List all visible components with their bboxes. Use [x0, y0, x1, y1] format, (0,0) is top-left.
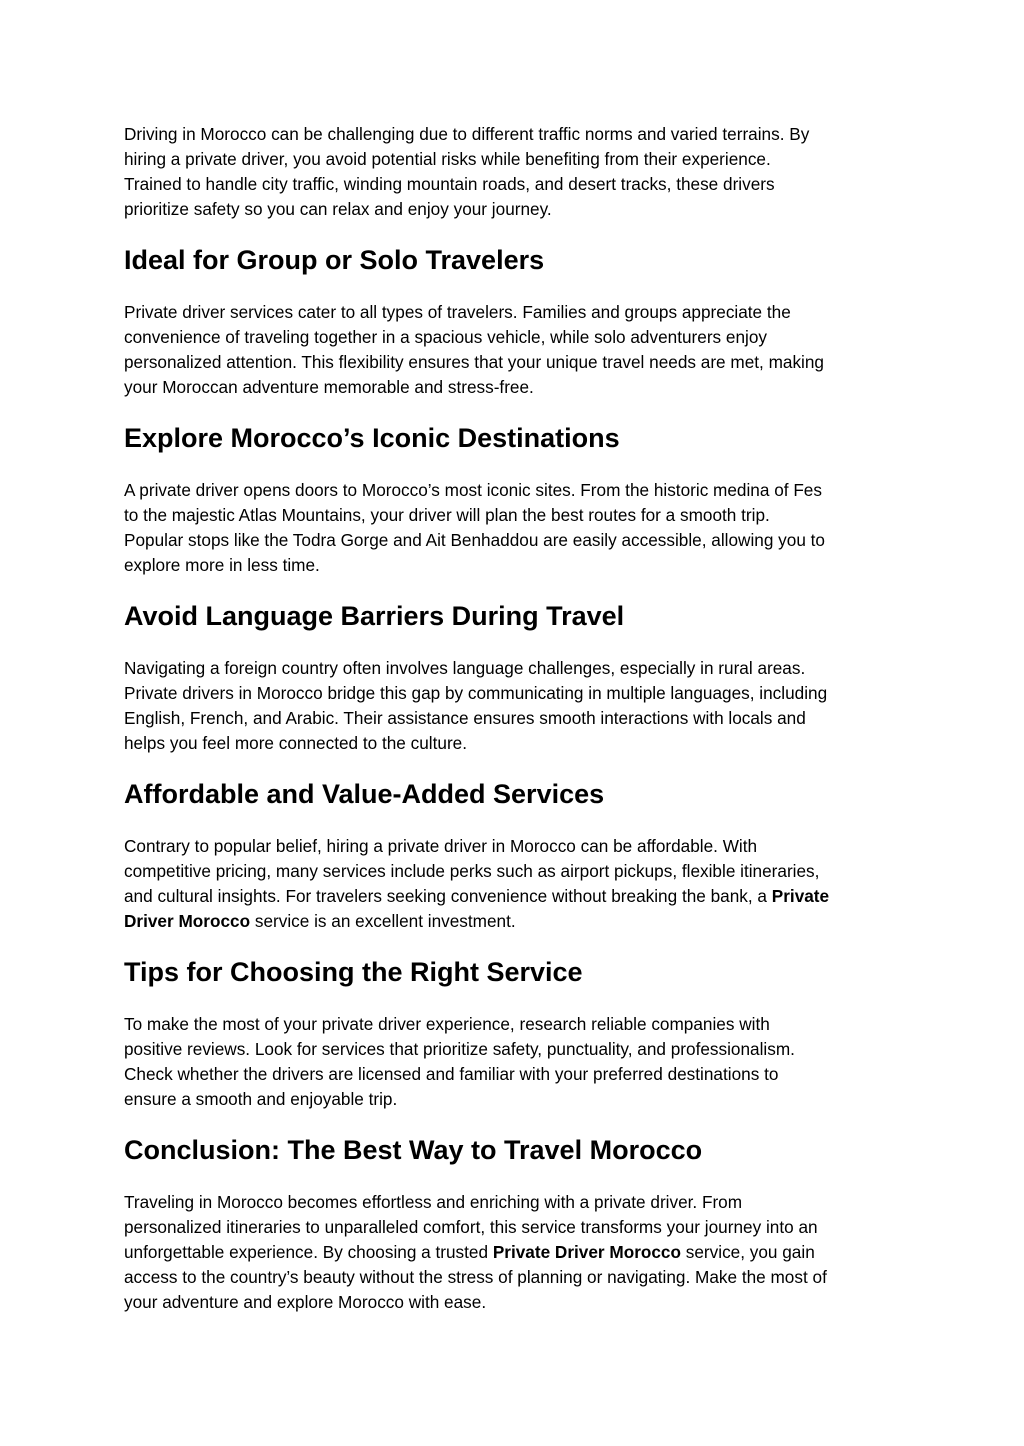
private-driver-morocco-bold-1: Private Driver Morocco — [124, 886, 830, 931]
section-body-tips: To make the most of your private driver experience, research reliable companies with positive reviews. Look for services that prioritize safety, punctuality, and professionalism. Check whether the drivers are licensed and familiar with your preferred destinations to ensure a smooth and enjoyable trip. — [124, 1014, 795, 1109]
section-body-conclusion — [124, 1190, 914, 1315]
section-heading-conclusion: Conclusion: The Best Way to Travel Morocco — [124, 1135, 703, 1165]
section-heading-tips: Tips for Choosing the Right Service — [124, 957, 583, 987]
section-body-affordable-text-2: service is an excellent investment. — [250, 911, 516, 931]
section-body-conclusion-text-2: service, you gain access to the country’s beauty without the stress of planning or navigating. Make the most of your adventure and explore Morocco with ease. — [124, 1242, 827, 1312]
section-body-group-solo: Private driver services cater to all types of travelers. Families and groups appreciate the convenience of traveling together in a spacious vehicle, while solo adventurers enjoy personalized attention. This flexibility ensures that your unique travel needs are met, making your Moroccan adventure memorable and stress-free. — [124, 302, 824, 397]
section-heading-destinations: Explore Morocco’s Iconic Destinations — [124, 423, 620, 453]
section-heading-language: Avoid Language Barriers During Travel — [124, 601, 625, 631]
section-body-destinations: A private driver opens doors to Morocco’s most iconic sites. From the historic medina of Fes to the majestic Atlas Mountains, your driver will plan the best routes for a smooth trip. Popular stops like the Todra Gorge and Ait Benhaddou are easily accessible, allowing you to explore more in less time. — [124, 480, 825, 575]
section-body-conclusion-text-1: Traveling in Morocco becomes effortless and enriching with a private driver. From personalized itineraries to unparalleled comfort, this service transforms your journey into an unforgettable experience. By choosing a trusted — [124, 1192, 818, 1262]
private-driver-morocco-bold-2: Private Driver Morocco — [492, 1242, 681, 1262]
section-body-language: Navigating a foreign country often involves language challenges, especially in rural areas. Private drivers in Morocco bridge this gap by communicating in multiple languages, including English, French, and Arabic. Their assistance ensures smooth interactions with locals and helps you feel more connected to the culture. — [124, 658, 828, 753]
document-page — [124, 122, 914, 1315]
section-heading-group-solo: Ideal for Group or Solo Travelers — [124, 245, 545, 275]
section-body-affordable-text-1: Contrary to popular belief, hiring a private driver in Morocco can be affordable. With competitive pricing, many services include perks such as airport pickups, flexible itineraries, and cultural insights. For travelers seeking convenience without breaking the bank, a — [124, 836, 820, 906]
section-heading-affordable: Affordable and Value-Added Services — [124, 779, 605, 809]
intro-paragraph: Driving in Morocco can be challenging due to different traffic norms and varied terrains. By hiring a private driver, you avoid potential risks while benefiting from their experience. Trained to handle city traffic, winding mountain roads, and desert tracks, these drivers prioritize safety so you can relax and enjoy your journey. — [124, 124, 810, 219]
section-body-affordable — [124, 834, 914, 934]
